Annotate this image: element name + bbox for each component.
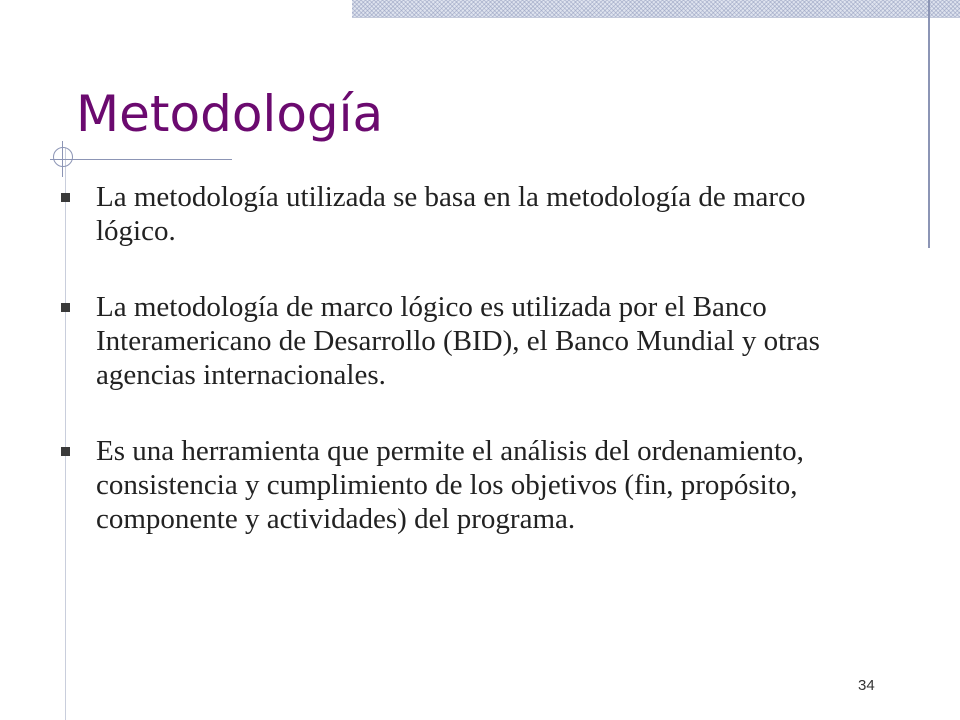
bullet-item (58, 290, 878, 392)
square-bullet-icon (61, 303, 70, 312)
page-number: 34 (858, 677, 875, 694)
square-bullet-icon (61, 447, 70, 456)
decorative-right-line (928, 0, 930, 248)
bullet-item (58, 434, 878, 536)
bullet-item (58, 180, 878, 248)
decorative-circle-icon (53, 147, 73, 167)
decorative-title-underline (50, 159, 232, 160)
square-bullet-icon (61, 193, 70, 202)
bullet-text: La metodología utilizada se basa en la metodología de marco lógico. (96, 181, 806, 247)
bullet-list (58, 180, 878, 578)
bullet-text: Es una herramienta que permite el análisis del ordenamiento, consistencia y cumplimiento de los objetivos (fin, propósito, componente y actividades) del programa. (96, 435, 804, 535)
decorative-top-bar (352, 0, 960, 18)
slide-title: Metodología (76, 85, 384, 143)
bullet-text: La metodología de marco lógico es utilizada por el Banco Interamericano de Desarrollo (BID), el Banco Mundial y otras agencias internacionales. (96, 291, 820, 391)
